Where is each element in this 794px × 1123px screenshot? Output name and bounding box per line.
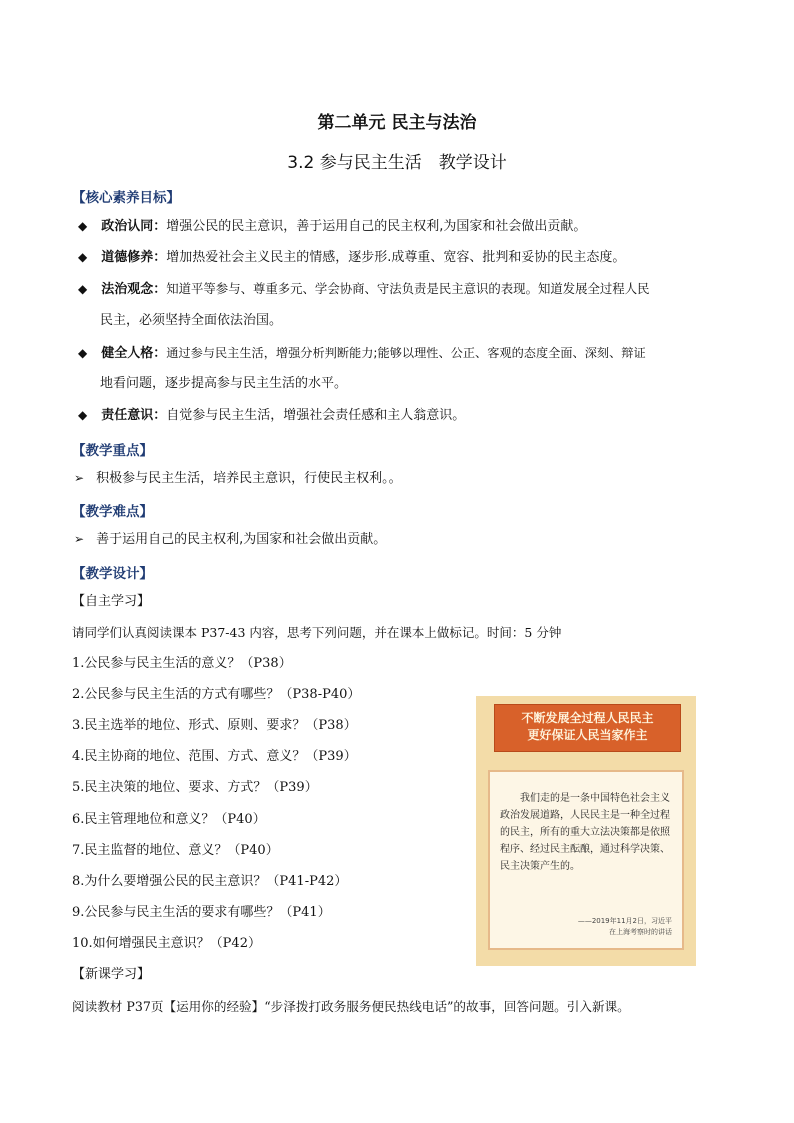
question-item: 5.民主决策的地位、要求、方式？（P39） — [72, 780, 318, 795]
question-item: 7.民主监督的地位、意义？（P40） — [72, 843, 279, 858]
poster-source-line1: ——2019年11月2日，习近平 — [577, 917, 672, 925]
goal-text-continued: 民主，必须坚持全面依法治国。 — [100, 313, 283, 328]
poster-banner-line2: 更好保证人民当家作主 — [527, 728, 648, 742]
key-point-item — [74, 470, 402, 487]
goal-tag: 责任意识： — [101, 408, 167, 423]
goal-tag: 法治观念： — [101, 282, 167, 297]
poster-banner — [494, 704, 681, 752]
diamond-bullet-icon: ◆ — [78, 219, 88, 233]
question-item: 10.如何增强民主意识？（P42） — [72, 936, 261, 951]
goal-text: 知道平等参与、尊重多元、学会协商、守法负责是民主意识的表现。知道发展全过程人民 — [166, 281, 650, 296]
goal-text-continued: 地看问题，逐步提高参与民主生活的水平。 — [100, 376, 348, 391]
question-item: 1.公民参与民主生活的意义？（P38） — [72, 656, 292, 671]
question-item: 8.为什么要增强公民的民主意识？（P41-P42） — [72, 874, 348, 889]
goal-item — [78, 249, 625, 266]
goal-tag: 道德修养： — [101, 250, 167, 265]
goal-item — [78, 345, 646, 362]
diamond-bullet-icon: ◆ — [78, 346, 88, 360]
goal-item — [78, 407, 465, 424]
goal-item — [78, 281, 649, 298]
poster-source — [578, 916, 672, 938]
poster-banner-line1: 不断发展全过程人民民主 — [521, 711, 654, 725]
difficult-point-item — [74, 531, 386, 548]
diamond-bullet-icon: ◆ — [78, 250, 88, 264]
question-item: 6.民主管理地位和意义？（P40） — [72, 812, 266, 827]
arrow-bullet-icon: ➢ — [74, 471, 85, 485]
arrow-bullet-icon: ➢ — [74, 532, 85, 546]
page-subtitle: 3.2 参与民主生活 教学设计 — [287, 153, 507, 173]
poster-quote-box — [488, 770, 684, 950]
question-item: 3.民主选举的地位、形式、原则、要求？（P38） — [72, 718, 357, 733]
difficult-point-heading: 【教学难点】 — [72, 504, 153, 520]
goal-item — [78, 218, 586, 235]
goal-text: 通过参与民主生活，增强分析判断能力;能够以理性、公正、客观的态度全面、深刻、辩证 — [166, 346, 646, 360]
new-lesson-text: 阅读教材 P37页【运用你的经验】“步泽拨打政务服务便民热线电话”的故事，回答问题。引入新课。 — [72, 999, 630, 1014]
goal-text: 自觉参与民主生活，增强社会责任感和主人翁意识。 — [166, 408, 466, 423]
difficult-point-text: 善于运用自己的民主权利,为国家和社会做出贡献。 — [96, 532, 387, 547]
self-study-label: 【自主学习】 — [72, 594, 151, 609]
key-point-text: 积极参与民主生活，培养民主意识，行使民主权利。。 — [96, 471, 402, 486]
self-study-intro: 请同学们认真阅读课本 P37-43 内容，思考下列问题，并在课本上做标记。时间：5 分钟 — [72, 625, 562, 640]
goal-text: 增加热爱社会主义民主的情感，逐步形.成尊重、宽容、批判和妥协的民主态度。 — [166, 250, 626, 265]
question-item: 9.公民参与民主生活的要求有哪些？（P41） — [72, 905, 331, 920]
goal-tag: 健全人格： — [101, 346, 167, 361]
poster-image — [476, 696, 696, 966]
page-title: 第二单元 民主与法治 — [317, 113, 477, 133]
poster-source-line2: 在上海考察时的讲话 — [609, 928, 672, 936]
question-item: 2.公民参与民主生活的方式有哪些？（P38-P40） — [72, 687, 361, 702]
key-point-heading: 【教学重点】 — [72, 443, 153, 459]
diamond-bullet-icon: ◆ — [78, 408, 88, 422]
poster-quote: 我们走的是一条中国特色社会主义政治发展道路，人民民主是一种全过程的民主，所有的重大立法决策都是依照程序、经过民主酝酿，通过科学决策、民主决策产生的。 — [500, 793, 670, 872]
goal-tag: 政治认同： — [101, 219, 167, 234]
diamond-bullet-icon: ◆ — [78, 282, 88, 296]
question-item: 4.民主协商的地位、范围、方式、意义？（P39） — [72, 749, 357, 764]
core-goals-heading: 【核心素养目标】 — [72, 190, 180, 206]
new-lesson-label: 【新课学习】 — [72, 967, 151, 982]
goal-text: 增强公民的民主意识，善于运用自己的民主权利,为国家和社会做出贡献。 — [166, 219, 587, 234]
design-heading: 【教学设计】 — [72, 566, 153, 582]
